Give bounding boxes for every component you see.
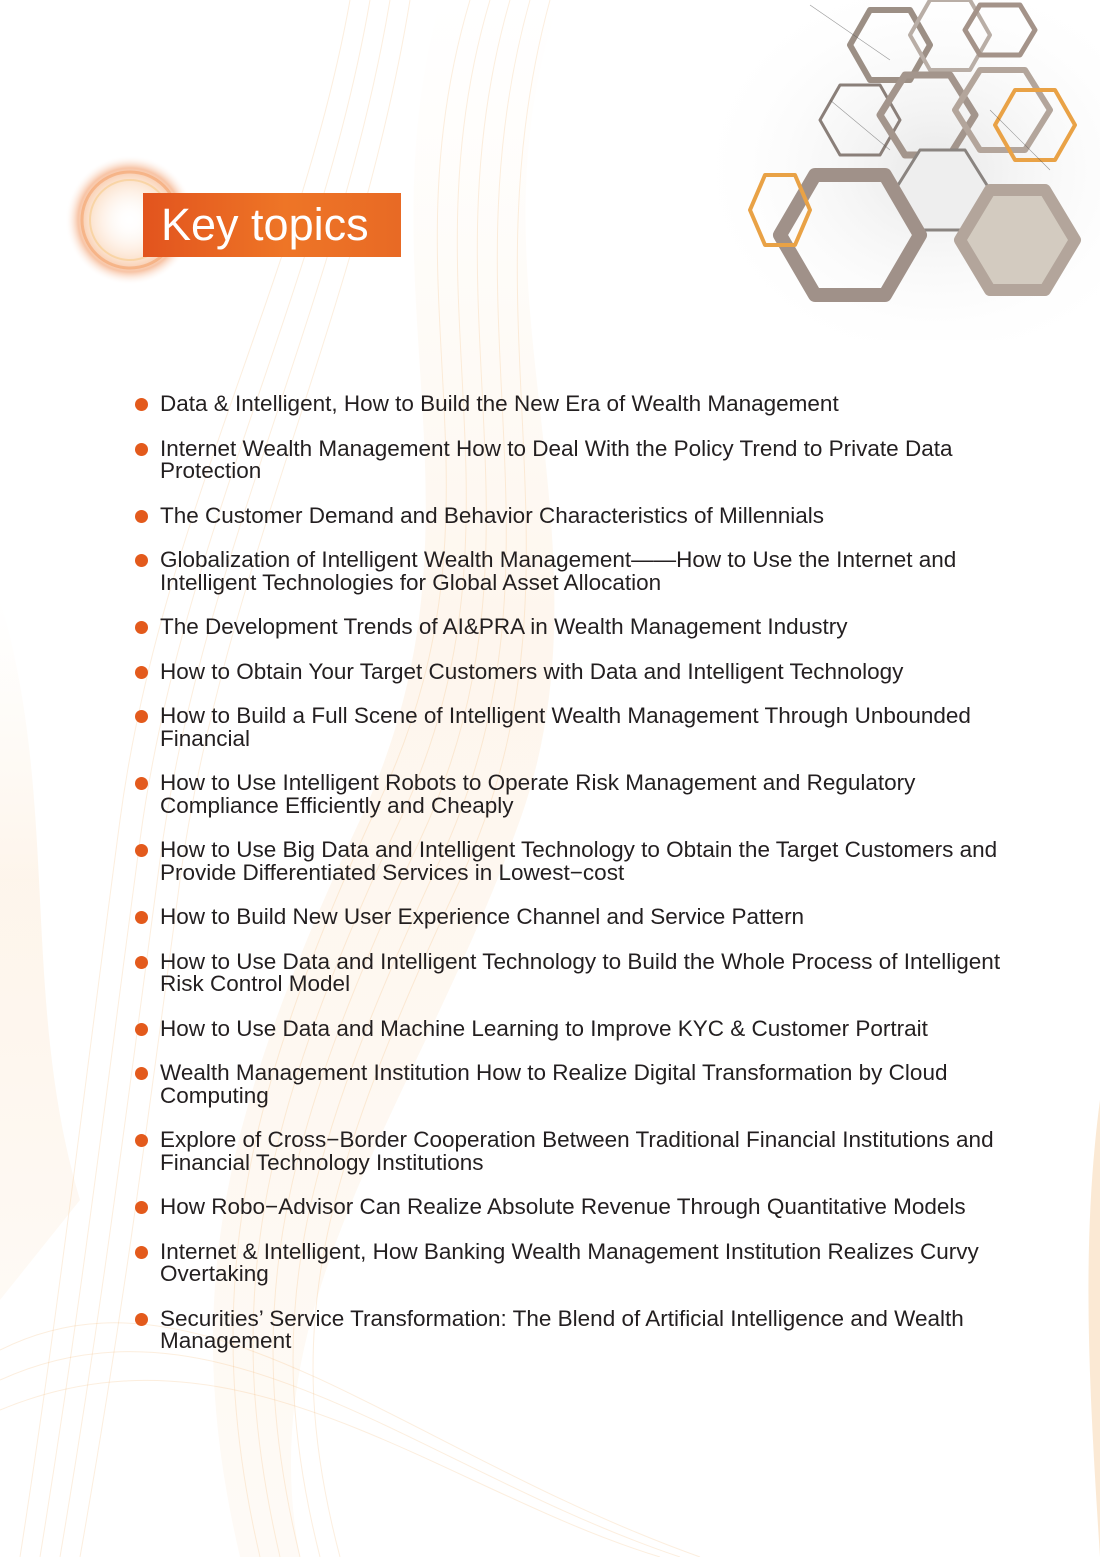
- topic-item: [133, 1238, 1013, 1286]
- title-banner: [143, 193, 401, 257]
- topic-item: [133, 502, 1013, 528]
- topic-text: The Customer Demand and Behavior Characteristics of Millennials: [160, 502, 825, 528]
- topic-item: [133, 948, 1013, 996]
- topic-text: Data & Intelligent, How to Build the New Era of Wealth Management: [160, 391, 839, 416]
- bullet-icon: [135, 911, 148, 924]
- topic-text: Explore of Cross−Border Cooperation Between Traditional Financial Institutions and Financial Technology Institutions: [160, 1127, 994, 1175]
- topic-item: [133, 705, 1013, 750]
- bullet-icon: [135, 1246, 148, 1259]
- topic-text: How to Use Intelligent Robots to Operate Risk Management and Regulatory Compliance Efficiently and Cheaply: [160, 770, 916, 818]
- topic-text: How to Build New User Experience Channel and Service Pattern: [160, 904, 805, 929]
- bullet-icon: [135, 554, 148, 567]
- bullet-icon: [135, 1201, 148, 1214]
- bullet-icon: [135, 710, 148, 723]
- topic-item: [133, 1015, 1013, 1041]
- topic-item: [133, 1196, 1013, 1219]
- bullet-icon: [135, 956, 148, 969]
- topic-text: Securities’ Service Transformation: The Blend of Artificial Intelligence and Wealth Management: [160, 1305, 964, 1353]
- topic-item: [133, 1062, 1013, 1107]
- page-title: Key topics: [161, 199, 369, 250]
- topic-item: [133, 839, 1013, 884]
- topic-text: The Development Trends of AI&PRA in Wealth Management Industry: [160, 614, 848, 639]
- topic-text: Wealth Management Institution How to Realize Digital Transformation by Cloud Computing: [160, 1060, 948, 1108]
- bullet-icon: [135, 1067, 148, 1080]
- topic-item: [133, 1129, 1013, 1174]
- topic-text: How Robo−Advisor Can Realize Absolute Revenue Through Quantitative Models: [160, 1194, 966, 1219]
- bullet-icon: [135, 621, 148, 634]
- topic-text: How to Use Data and Machine Learning to Improve KYC & Customer Portrait: [160, 1015, 928, 1041]
- topic-item: [133, 549, 1013, 594]
- topic-text: How to Obtain Your Target Customers with Data and Intelligent Technology: [160, 658, 904, 684]
- topic-text: How to Use Big Data and Intelligent Technology to Obtain the Target Customers and Provide Differentiated Services in Lowest−cost: [160, 837, 998, 885]
- bullet-icon: [135, 443, 148, 456]
- topic-item: [133, 435, 1013, 483]
- topic-item: [133, 658, 1013, 684]
- topic-item: [133, 772, 1013, 817]
- topic-text: Internet Wealth Management How to Deal With the Policy Trend to Private Data Protection: [160, 435, 953, 483]
- bullet-icon: [135, 666, 148, 679]
- bullet-icon: [135, 510, 148, 523]
- topic-item: [133, 1305, 1013, 1353]
- topic-text: Globalization of Intelligent Wealth Management——How to Use the Internet and Intelligent Technologies for Global Asset Allocation: [160, 547, 957, 595]
- topics-list: [133, 393, 1013, 1375]
- topic-item: [133, 616, 1013, 639]
- hexagon-cluster-graphic: [690, 0, 1100, 340]
- bullet-icon: [135, 1134, 148, 1147]
- bullet-icon: [135, 1023, 148, 1036]
- topic-text: How to Build a Full Scene of Intelligent Wealth Management Through Unbounded Financial: [160, 703, 971, 751]
- topic-item: [133, 393, 1013, 416]
- topic-text: How to Use Data and Intelligent Technology to Build the Whole Process of Intelligent Risk Control Model: [160, 948, 1001, 996]
- bullet-icon: [135, 844, 148, 857]
- bullet-icon: [135, 1313, 148, 1326]
- bullet-icon: [135, 777, 148, 790]
- topic-item: [133, 906, 1013, 929]
- bullet-icon: [135, 398, 148, 411]
- topic-text: Internet & Intelligent, How Banking Wealth Management Institution Realizes Curvy Overtaking: [160, 1238, 979, 1286]
